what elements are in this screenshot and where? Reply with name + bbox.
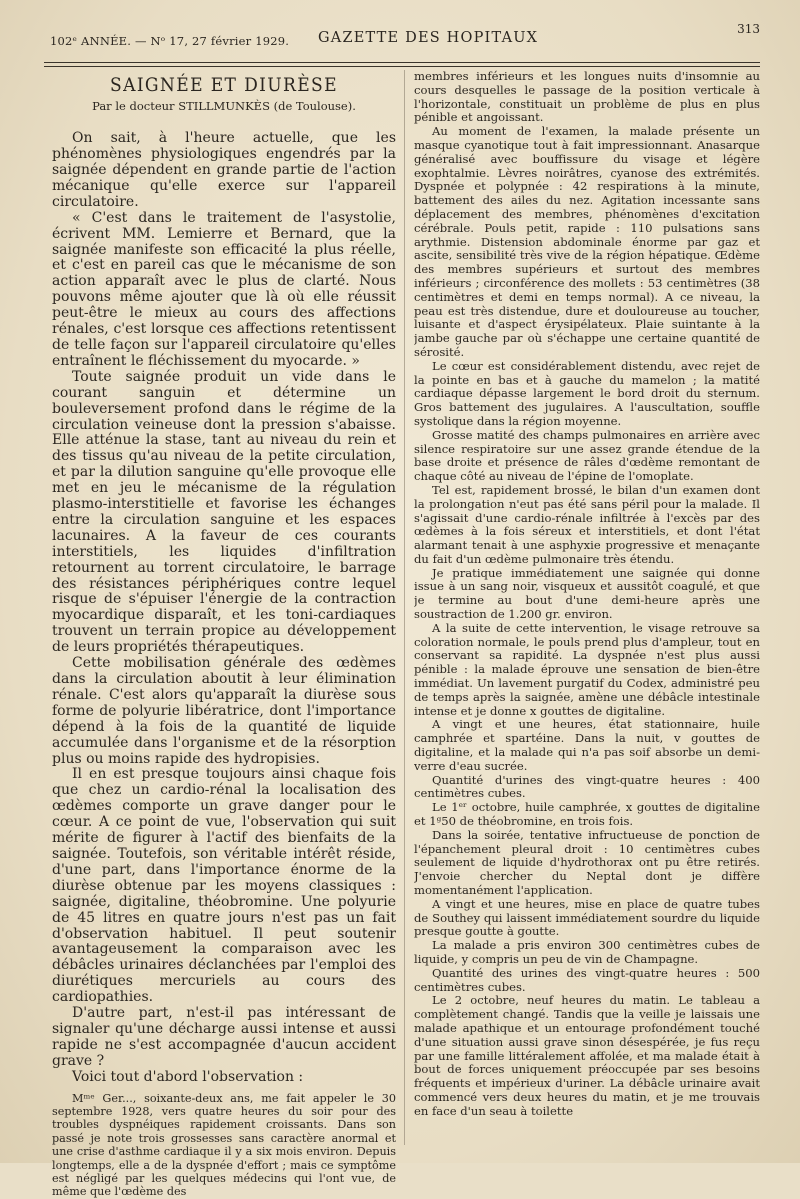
paragraph: Tel est, rapidement brossé, le bilan d'un examen dont la prolongation n'eut pas été sans péril pour la malade. Il s'agissait d'une cardio-rénale infiltrée à l'excès par des œdèmes à la fois séreux et interstitiels, et dont l'état alarmant tenait à une asphyxie progressive et menaçante du fait d'un œdème pulmonaire très étendu. [414,482,760,566]
article-byline: Par le docteur STILLMUNKÈS (de Toulouse). [92,98,356,113]
paragraph: « C'est dans le traitement de l'asystolie, écrivent MM. Lemierre et Bernard, que la saignée manifeste son efficacité la plus réelle, et c'est en pareil cas que le mécanisme de son action apparaît avec le plus de clarté. Nous pouvons même ajouter que là où elle réussit peut-être le mieux au cours des affections rénales, c'est lorsque ces affections retentissent de telle façon sur l'appareil circulatoire qu'elles entraînent le fléchissement du myocarde. » [52,209,396,369]
paragraph: Quantité d'urines des vingt-quatre heures : 400 centimètres cubes. [414,772,760,801]
paragraph: Le cœur est considérablement distendu, avec rejet de la pointe en bas et à gauche du mamelon ; la matité cardiaque dépasse largement le bord droit du sternum. Gros battement des jugulaires. A l'auscultation, souffle systolique dans la région moyenne. [414,358,760,428]
paragraph: Dans la soirée, tentative infructueuse de ponction de l'épanchement pleural droit : 10 centimètres cubes seulement de liquide d'hydrothorax ont pu être retirés. J'envoie chercher du Neptal dont je diffère momentanément l'application. [414,827,760,898]
paragraph: La malade a pris environ 300 centimètres cubes de liquide, y compris un peu de vin de Champagne. [414,938,760,966]
page-header [50,22,760,52]
paragraph: A vingt et une heures, état stationnaire, huile camphrée et spartéine. Dans la nuit, v gouttes de digitaline, et la malade qui n'a pas soif absorbe un demi-verre d'eau sucrée. [414,717,760,773]
left-column [52,70,396,1199]
right-column [414,70,760,1119]
paragraph: membres inférieurs et les longues nuits d'insomnie au cours desquelles le passage de la position verticale à l'horizontale, constituait un problème de plus en plus pénible et angoissant. [414,70,760,125]
issue-info: 102ᵉ ANNÉE. — Nᵒ 17, 27 février 1929. [50,34,290,48]
header-rule-bottom [44,66,760,67]
paragraph: A vingt et une heures, mise en place de quatre tubes de Southey qui laissent immédiatement sourdre du liquide presque goutte à goutte. [414,896,760,939]
paragraph: Au moment de l'examen, la malade présente un masque cyanotique tout à fait impressionnant. Anasarque généralisé avec bouffissure du visage et légère exophtalmie. Lèvres noirâtres, cyanose des extrémités. Dyspnée et polypnée : 42 respirations à la minute, battement des ailes du nez. Agitation incessante sans déplacement des membres, phénomènes d'excitation cérébrale. Pouls petit, rapide : 110 pulsations sans arythmie. Distension abdominale énorme par gaz et ascite, sensibilité très vive de la région hépatique. Œdème des membres supérieurs et surtout des membres inférieurs ; circonférence des mollets : 53 centimètres (38 centimètres et demi en temps normal). A ce niveau, la peau est très distendue, dure et douloureuse au toucher, luisante et d'aspect érysipélateux. Plaie suintante à la jambe gauche par où s'échappe une certaine quantité de sérosité. [414,124,760,359]
paragraph: Le 2 octobre, neuf heures du matin. Le tableau a complètement changé. Tandis que la veille je laissais une malade apathique et un entourage profondément touché d'une situation aussi grave sinon désespérée, je fus reçu par une famille littéralement affolée, et ma malade était à bout de forces uniquement préoccupée par ses besoins fréquents et impérieux d'uriner. La débâcle urinaire avait commencé vers deux heures du matin, et je me trouvais en face d'un seau à toilette [414,993,760,1118]
header-rule-top [44,62,760,63]
paragraph: Il en est presque toujours ainsi chaque fois que chez un cardio-rénal la localisation des œdèmes comporte un grave danger pour le cœur. A ce point de vue, l'observation qui suit mérite de figurer à l'actif des bienfaits de la saignée. Toutefois, son véritable intérêt réside, d'une part, dans l'importance énorme de la diurèse obtenue par les moyens classiques : saignée, digitaline, théobromine. Une polyurie de 45 litres en quatre jours n'est pas un fait d'observation habituel. Il peut soutenir avantageusement la comparaison avec les débâcles urinaires déclanchées par l'emploi des diurétiques mercuriels au cours des cardiopathies. [52,766,396,1006]
paragraph: Je pratique immédiatement une saignée qui donne issue à un sang noir, visqueux et aussitôt coagulé, et que je termine au bout d'une demi-heure après une soustraction de 1.200 gr. environ. [414,565,760,622]
paragraph: Quantité des urines des vingt-quatre heures : 500 centimètres cubes. [414,965,760,994]
article-title: SAIGNÉE ET DIURÈSE [110,74,338,96]
paragraph: Grosse matité des champs pulmonaires en arrière avec silence respiratoire sur une assez grande étendue de la base droite et présence de râles d'œdème remontant de chaque côté au niveau de l'épine de l'omoplate. [414,427,760,484]
paragraph: A la suite de cette intervention, le visage retrouve sa coloration normale, le pouls prend plus d'ampleur, tout en conservant sa rapidité. La dyspnée n'est plus aussi pénible : la malade éprouve une sensation de bien-être immédiat. Un lavement purgatif du Codex, administré peu de temps après la saignée, amène une débâcle intestinale intense et je donne x gouttes de digitaline. [414,620,760,718]
page-number: 313 [737,22,760,36]
column-divider [404,70,405,1145]
paragraph: Voici tout d'abord l'observation : [72,1068,304,1085]
paragraph: Cette mobilisation générale des œdèmes dans la circulation aboutit à leur élimination rénale. C'est alors qu'apparaît la diurèse sous forme de polyurie libératrice, dont l'importance dépend à la fois de la quantité de liquide accumulée dans l'organisme et de la résorption plus ou moins rapide des hydropisies. [52,655,396,767]
paragraph: Le 1ᵉʳ octobre, huile camphrée, x gouttes de digitaline et 1ᵍ50 de théobromine, en trois fois. [414,800,760,829]
journal-title: GAZETTE DES HOPITAUX [318,30,539,46]
paragraph: On sait, à l'heure actuelle, que les phénomènes physiologiques engendrés par la saignée dépendent en grande partie de l'action mécanique qu'elle exerce sur l'appareil circulatoire. [52,130,396,210]
observation-intro: Mᵐᵉ Ger..., soixante-deux ans, me fait appeler le 30 septembre 1928, vers quatre heures du soir pour des troubles dyspnéiques rapidement croissants. Dans son passé je note trois grossesses sans caractère anormal et une crise d'asthme cardiaque il y a six mois environ. Depuis longtemps, elle a de la dyspnée d'effort ; mais ce symptôme est négligé par les quelques médecins qui l'ont vue, de même que l'œdème des [52,1091,396,1199]
paragraph: Toute saignée produit un vide dans le courant sanguin et détermine un bouleversement profond dans le régime de la circulation veineuse dont la pression s'abaisse. Elle atténue la stase, tant au niveau du rein et des tissus qu'au niveau de la petite circulation, et par la dilution sanguine qu'elle provoque elle met en jeu le mécanisme de la régulation plasmo-interstitielle et favorise les échanges entre la circulation sanguine et les espaces lacunaires. A la faveur de ces courants interstitiels, les liquides d'infiltration retournent au torrent circulatoire, le barrage des résistances périphériques contre lequel risque de s'épuiser l'énergie de la contraction myocardique disparaît, et les toni-cardiaques trouvent un terrain propice au développement de leurs propriétés thérapeutiques. [52,368,396,656]
paragraph: D'autre part, n'est-il pas intéressant de signaler qu'une décharge aussi intense et aussi rapide ne s'est accompagnée d'aucun accident grave ? [52,1005,396,1069]
